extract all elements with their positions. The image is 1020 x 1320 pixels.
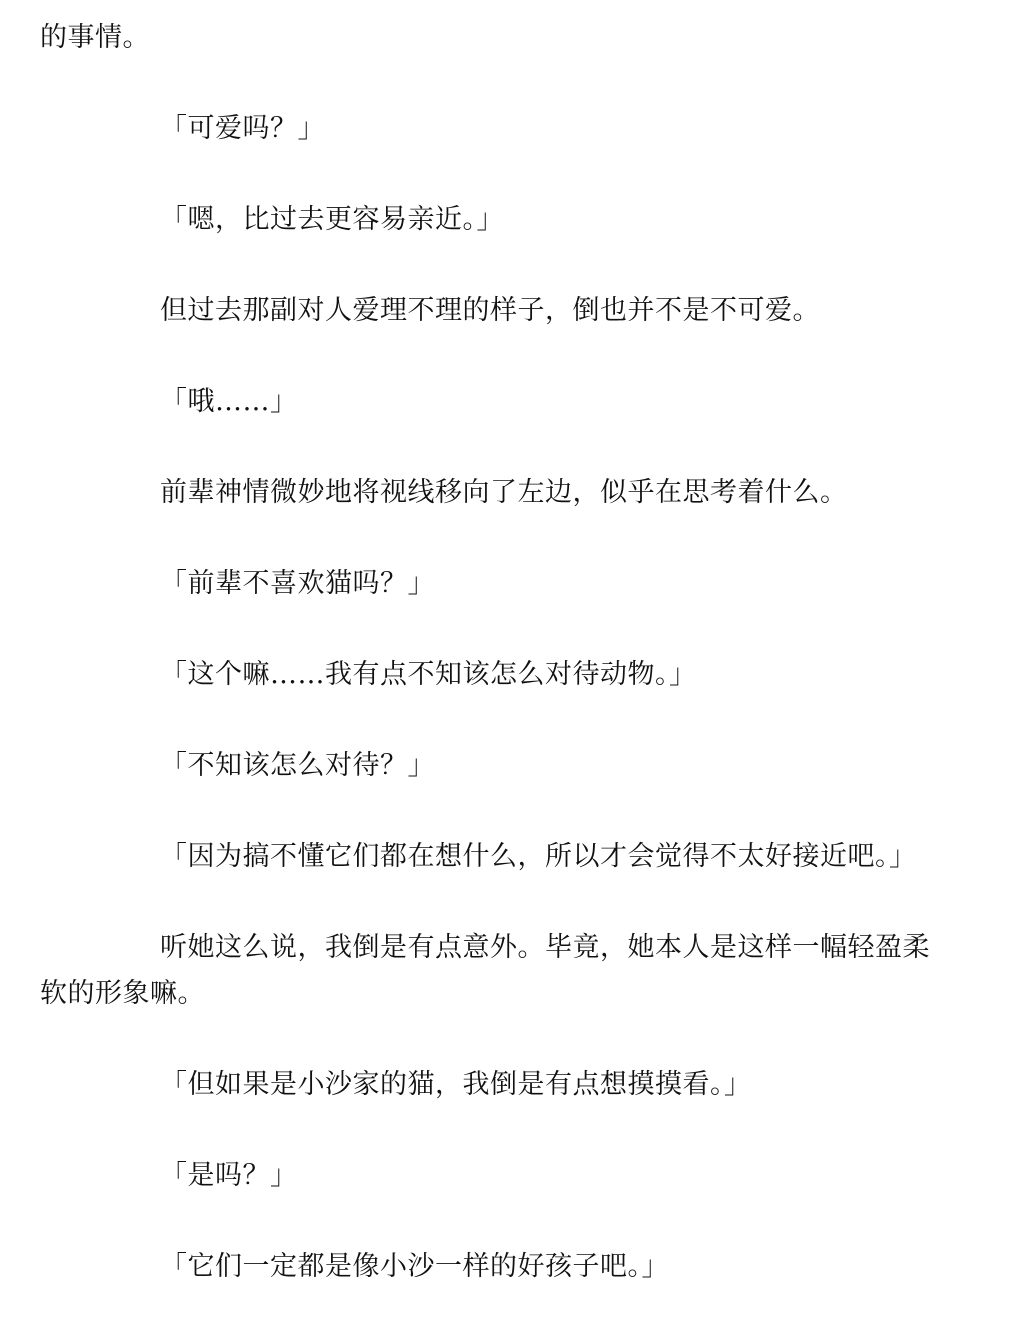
text-line: 但过去那副对人爱理不理的样子，倒也并不是不可爱。 xyxy=(160,295,820,326)
text-line: 「不知该怎么对待？」 xyxy=(160,750,435,781)
text-line: 「因为搞不懂它们都在想什么，所以才会觉得不太好接近吧。」 xyxy=(160,841,917,872)
text-line: 的事情。 xyxy=(40,22,150,53)
text-line: 听她这么说，我倒是有点意外。毕竟，她本人是这样一幅轻盈柔 xyxy=(160,932,930,963)
text-line: 「但如果是小沙家的猫，我倒是有点想摸摸看。」 xyxy=(160,1069,752,1100)
text-line: 「这个嘛……我有点不知该怎么对待动物。」 xyxy=(160,659,697,690)
text-line: 前辈神情微妙地将视线移向了左边，似乎在思考着什么。 xyxy=(160,477,848,508)
text-line: 「嗯，比过去更容易亲近。」 xyxy=(160,204,504,235)
text-line: 软的形象嘛。 xyxy=(40,978,205,1009)
text-line: 「前辈不喜欢猫吗？」 xyxy=(160,568,435,599)
text-line: 「它们一定都是像小沙一样的好孩子吧。」 xyxy=(160,1251,669,1282)
text-line: 「可爱吗？」 xyxy=(160,113,325,144)
text-line: 「是吗？」 xyxy=(160,1160,298,1191)
text-line: 「哦……」 xyxy=(160,386,298,417)
